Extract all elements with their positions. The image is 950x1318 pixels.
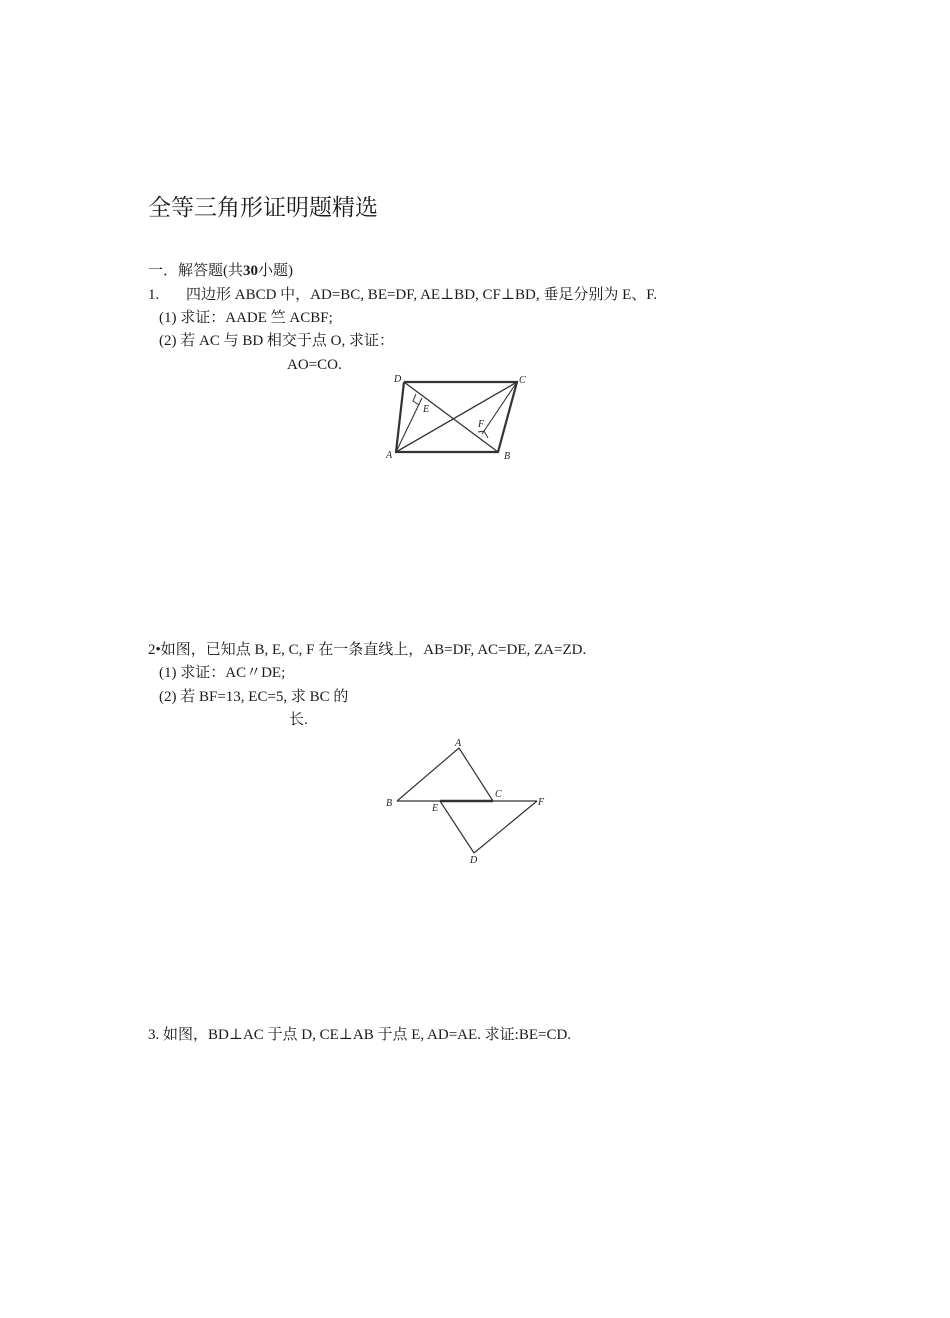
label-b: B [504, 451, 511, 462]
problem-1-part-1: (1) 求证：AADE 竺 ACBF; [159, 310, 333, 326]
problem-2-part-1: (1) 求证：AC〃DE; [159, 665, 286, 681]
diagonal-bd [404, 382, 498, 452]
problem-1-statement: 四边形 ABCD 中，AD=BC, BE=DF, AE⊥BD, CF⊥BD, 垂足分别为 E、F. [186, 287, 658, 303]
segment-cf [482, 382, 517, 434]
problem-2-statement: 2•如图，已知点 B, E, C, F 在一条直线上，AB=DF, AC=DE, ZA=ZD. [148, 642, 587, 658]
right-angle-mark-e [413, 394, 419, 405]
problem-2-part-2: (2) 若 BF=13, EC=5, 求 BC 的 [159, 689, 349, 705]
label-d: D [394, 374, 402, 385]
section-prefix: 一．解答题(共 [148, 263, 243, 279]
label-a: A [386, 450, 393, 461]
label-a: A [455, 738, 462, 749]
label-c: C [519, 375, 526, 386]
segment-df [474, 801, 537, 853]
problem-1-part-2: (2) 若 AC 与 BD 相交于点 O, 求证： [159, 333, 394, 349]
section-count: 30 [243, 263, 258, 279]
problem-3-statement: 3. 如图，BD⊥AC 于点 D, CE⊥AB 于点 E, AD=AE. 求证:BE=CD. [148, 1027, 572, 1043]
diagonal-ac [396, 382, 517, 452]
segment-ac [459, 748, 493, 801]
problem-2-part-2-conclusion: 长. [289, 712, 308, 728]
section-heading [148, 261, 293, 281]
label-c: C [495, 789, 502, 800]
problem-1-figure [380, 370, 540, 470]
segment-ed [440, 801, 474, 853]
label-d: D [470, 855, 478, 866]
problem-1-part-2-conclusion: AO=CO. [287, 357, 342, 373]
label-b: B [386, 798, 393, 809]
problem-2-figure [380, 735, 560, 870]
label-e: E [432, 803, 439, 814]
segment-ba [397, 748, 459, 801]
label-f: F [478, 419, 485, 430]
label-e: E [423, 404, 430, 415]
problem-1-number: 1. [148, 287, 160, 303]
label-f: F [538, 797, 545, 808]
section-suffix: 小题) [258, 263, 293, 279]
page-title: 全等三角形证明题精选 [148, 195, 378, 220]
